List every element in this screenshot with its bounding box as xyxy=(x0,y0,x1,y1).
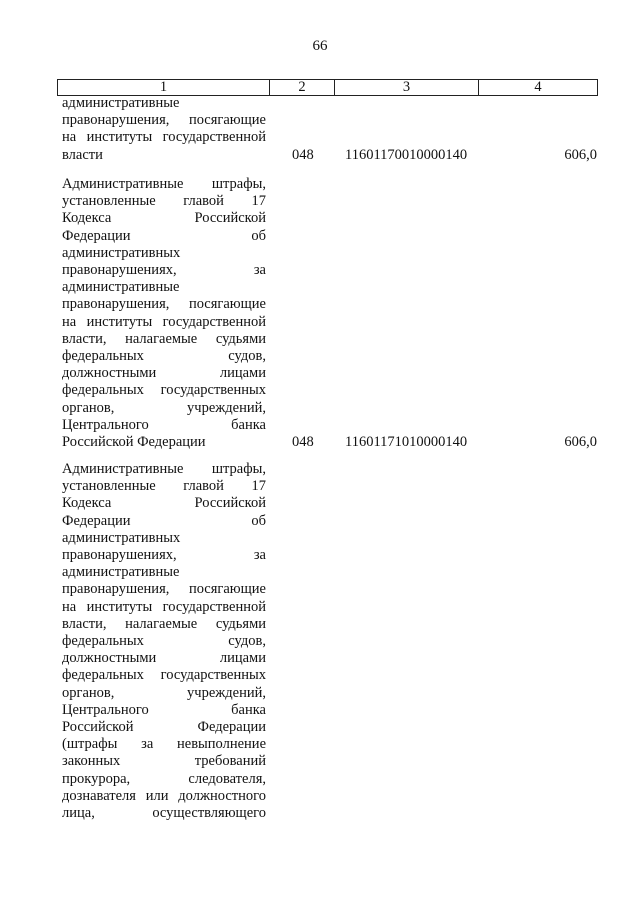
column-header-2: 2 xyxy=(270,80,335,96)
description-line: правонарушениях, за xyxy=(62,547,266,564)
description-line: административных xyxy=(62,244,181,261)
description-line: на институты государственной xyxy=(62,129,266,146)
description-line: прокурора, следователя, xyxy=(62,770,266,787)
description-line: законных требований xyxy=(62,753,266,770)
description-line: Российской Федерации xyxy=(62,434,206,451)
description-line: на институты государственной xyxy=(62,313,266,330)
description-line: административных xyxy=(62,529,181,546)
description-line: должностными лицами xyxy=(62,650,266,667)
description-line: Центрального банка xyxy=(62,416,266,433)
description-line: Российской Федерации xyxy=(62,719,266,736)
description-line: федеральных государственных xyxy=(62,667,266,684)
description-line: установленные главой 17 xyxy=(62,193,266,210)
description-line: федеральных судов, xyxy=(62,633,266,650)
column-header-4: 4 xyxy=(479,80,598,96)
description-line: органов, учреждений, xyxy=(62,684,266,701)
description-line: органов, учреждений, xyxy=(62,399,266,416)
column-header-row xyxy=(57,79,598,96)
row-description xyxy=(62,176,266,451)
admin-code: 048 xyxy=(292,434,314,450)
description-line: власти xyxy=(62,146,103,163)
admin-code: 048 xyxy=(292,146,314,163)
description-line: Федерации об xyxy=(62,227,266,244)
amount: 606,0 xyxy=(564,146,597,163)
row-description xyxy=(62,95,266,164)
description-line: административные xyxy=(62,564,180,581)
description-line: административные xyxy=(62,95,180,111)
description-line: должностными лицами xyxy=(62,365,266,382)
description-line: (штрафы за невыполнение xyxy=(62,736,266,753)
row-description xyxy=(62,461,266,822)
classification-code: 11601171010000140 xyxy=(345,434,468,450)
description-line: власти, налагаемые судьями xyxy=(62,615,266,632)
page-number: 66 xyxy=(312,38,328,54)
description-line: дознавателя или должностного xyxy=(62,787,266,804)
description-line: установленные главой 17 xyxy=(62,478,266,495)
description-line: лица, осуществляющего xyxy=(62,805,266,822)
description-line: Кодекса Российской xyxy=(62,210,266,227)
description-line: правонарушениях, за xyxy=(62,262,266,279)
column-header-3: 3 xyxy=(335,80,479,96)
description-line: правонарушения, посягающие xyxy=(62,112,266,129)
description-line: Центрального банка xyxy=(62,701,266,718)
description-line: Федерации об xyxy=(62,512,266,529)
column-header-1: 1 xyxy=(58,80,270,96)
amount: 606,0 xyxy=(564,434,597,450)
description-line: федеральных судов, xyxy=(62,348,266,365)
description-line: Административные штрафы, xyxy=(62,461,266,477)
description-line: власти, налагаемые судьями xyxy=(62,330,266,347)
description-line: на институты государственной xyxy=(62,598,266,615)
description-line: Кодекса Российской xyxy=(62,495,266,512)
description-line: административные xyxy=(62,279,180,296)
description-line: правонарушения, посягающие xyxy=(62,296,266,313)
description-line: правонарушения, посягающие xyxy=(62,581,266,598)
description-line: федеральных государственных xyxy=(62,382,266,399)
description-line: Административные штрафы, xyxy=(62,176,266,192)
classification-code: 11601170010000140 xyxy=(345,146,468,163)
